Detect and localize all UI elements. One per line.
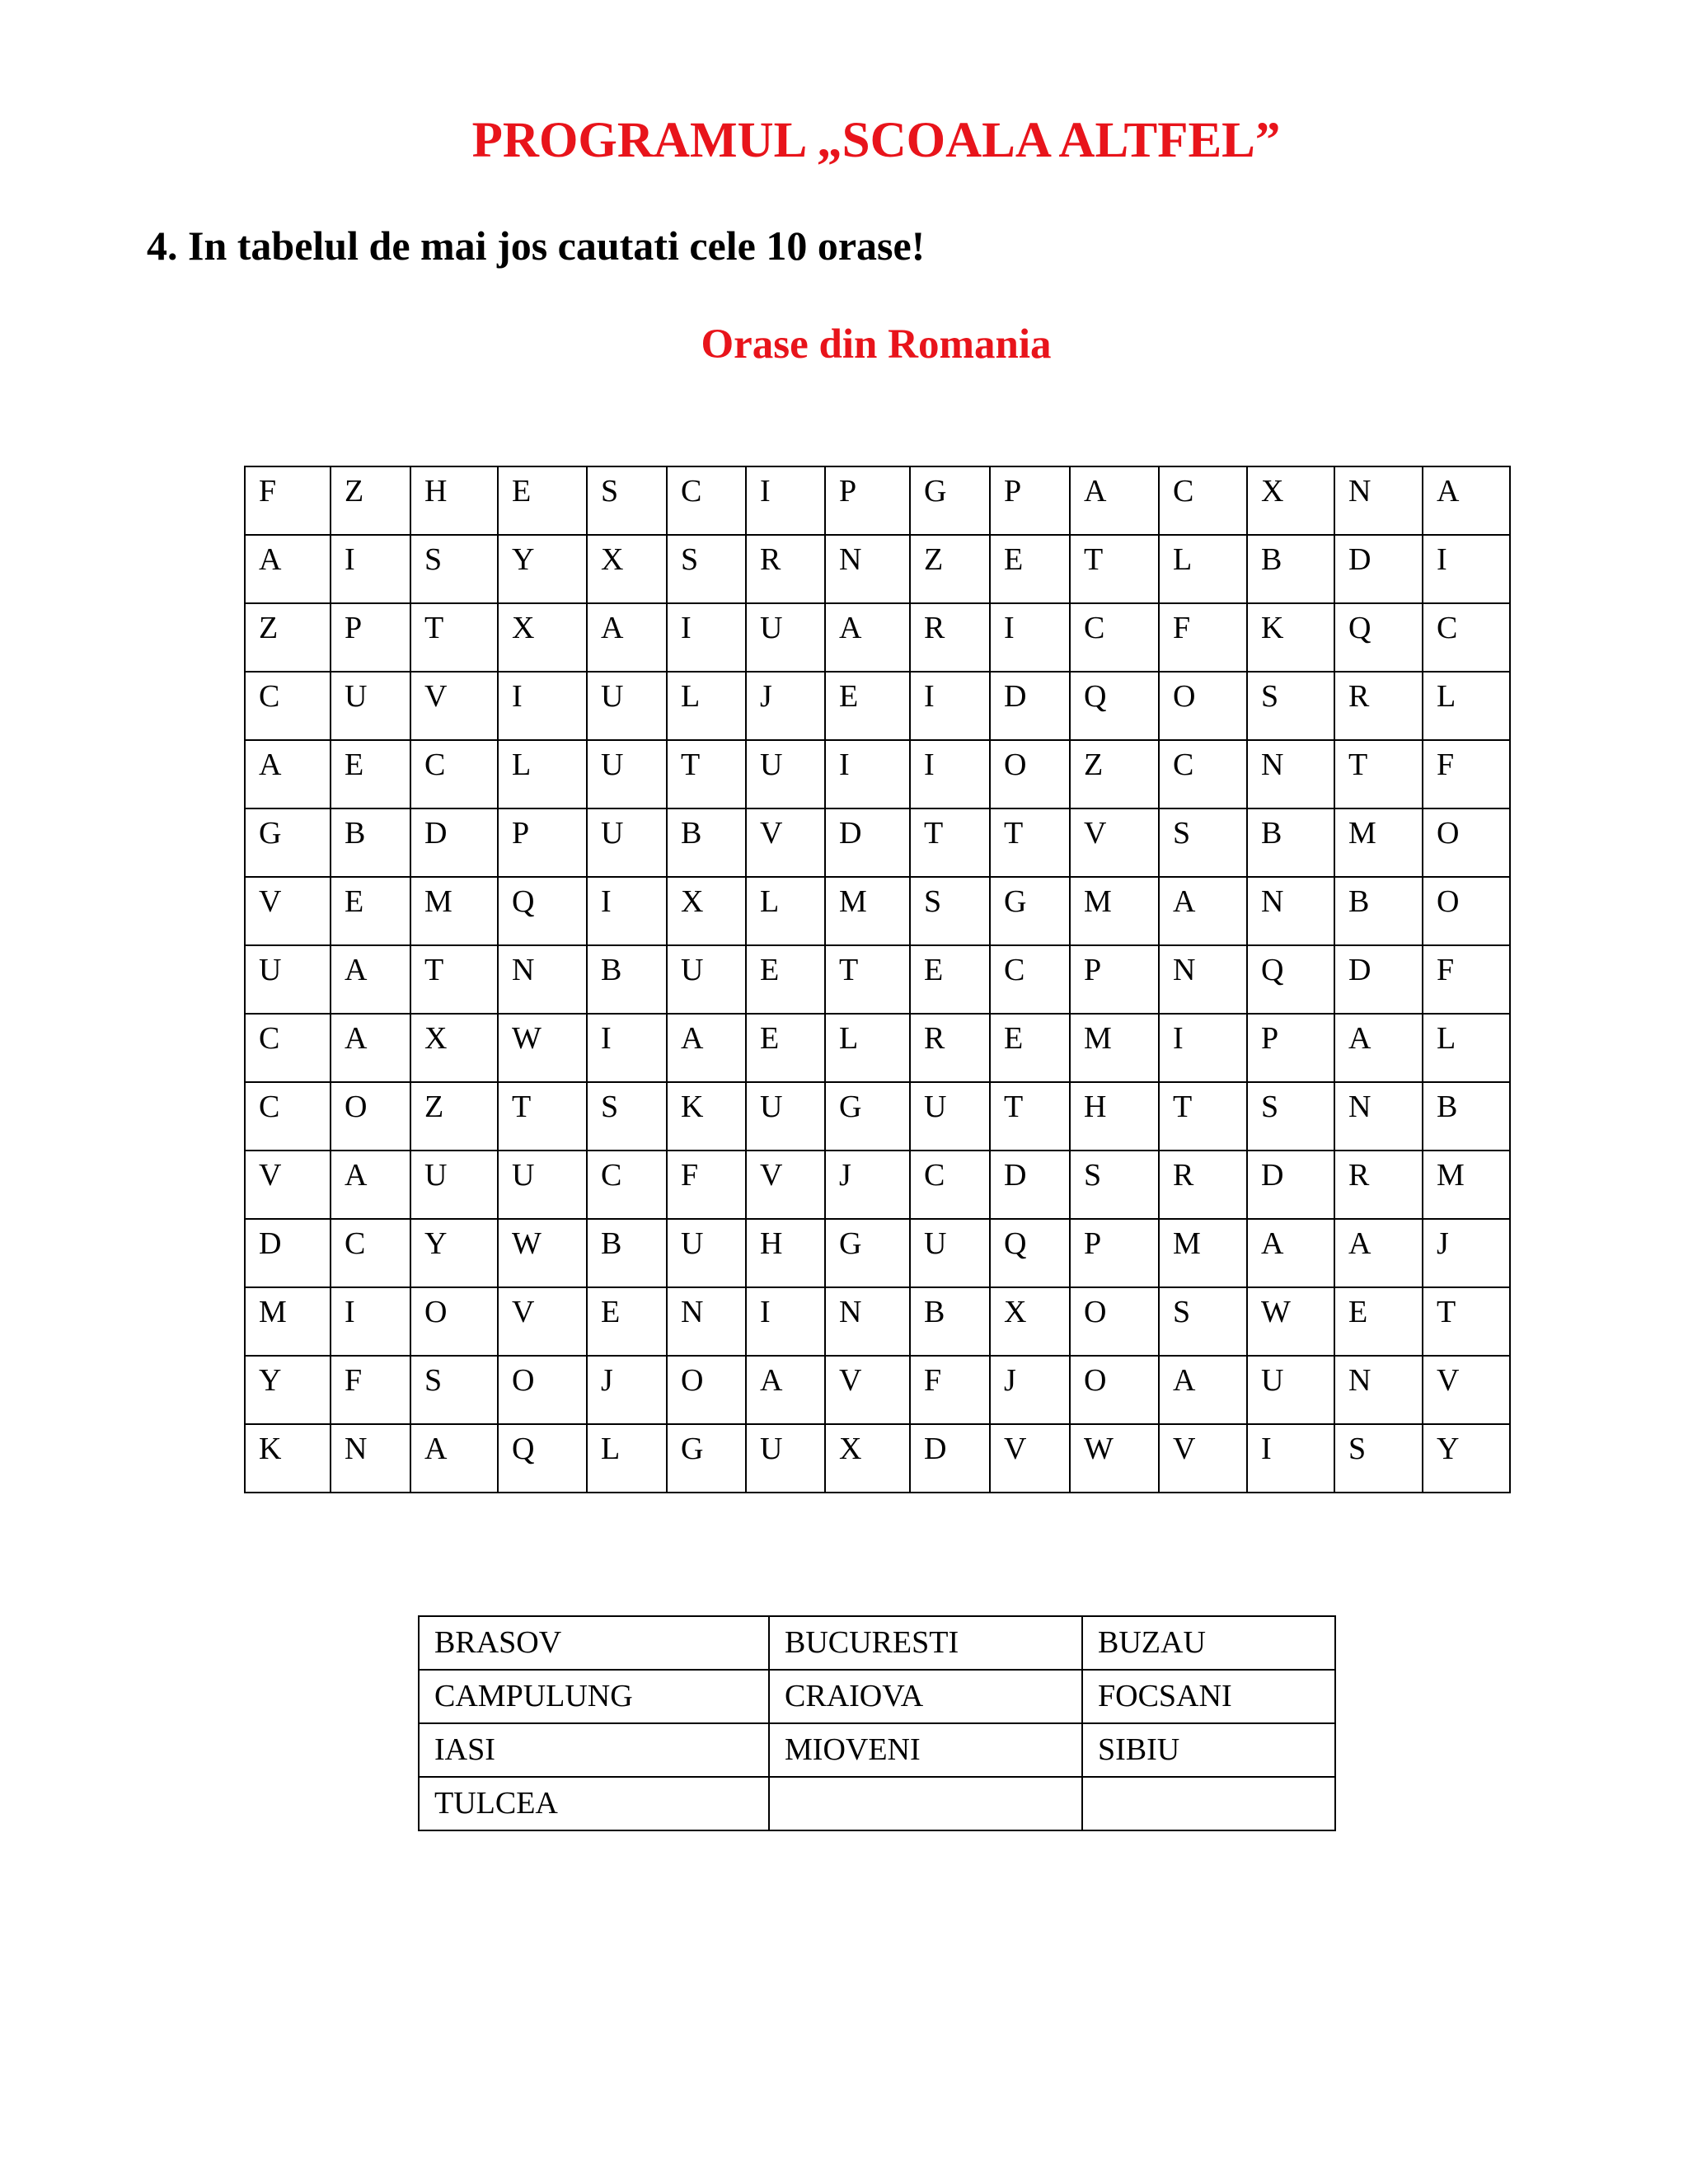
grid-cell: J: [1423, 1219, 1510, 1287]
grid-cell: C: [410, 740, 498, 808]
grid-cell: R: [910, 1014, 990, 1082]
grid-cell: T: [990, 808, 1070, 877]
grid-cell: V: [245, 1151, 331, 1219]
word-list-item: [1082, 1777, 1335, 1830]
grid-cell: Z: [910, 535, 990, 603]
grid-cell: D: [990, 1151, 1070, 1219]
grid-cell: X: [990, 1287, 1070, 1356]
grid-cell: B: [1334, 877, 1423, 945]
grid-cell: L: [587, 1424, 667, 1493]
word-list-item: MIOVENI: [769, 1723, 1082, 1777]
grid-cell: U: [667, 1219, 746, 1287]
grid-cell: Z: [410, 1082, 498, 1151]
grid-cell: L: [1159, 535, 1247, 603]
grid-cell: N: [825, 535, 910, 603]
word-list-item: TULCEA: [419, 1777, 769, 1830]
grid-cell: N: [498, 945, 587, 1014]
grid-cell: A: [331, 1014, 410, 1082]
grid-cell: M: [825, 877, 910, 945]
grid-cell: G: [825, 1219, 910, 1287]
grid-cell: O: [1070, 1287, 1159, 1356]
grid-row: [245, 1151, 1510, 1219]
grid-cell: I: [825, 740, 910, 808]
grid-cell: V: [825, 1356, 910, 1424]
grid-cell: Z: [331, 466, 410, 535]
grid-cell: M: [410, 877, 498, 945]
grid-cell: K: [1247, 603, 1334, 672]
grid-cell: E: [746, 1014, 825, 1082]
grid-cell: E: [331, 877, 410, 945]
grid-cell: T: [990, 1082, 1070, 1151]
word-search-grid: [244, 466, 1511, 1493]
grid-cell: C: [587, 1151, 667, 1219]
grid-cell: F: [331, 1356, 410, 1424]
grid-cell: I: [667, 603, 746, 672]
grid-cell: J: [746, 672, 825, 740]
grid-cell: A: [1159, 1356, 1247, 1424]
grid-cell: T: [1070, 535, 1159, 603]
grid-cell: M: [1423, 1151, 1510, 1219]
grid-cell: A: [410, 1424, 498, 1493]
grid-cell: C: [910, 1151, 990, 1219]
grid-cell: V: [245, 877, 331, 945]
grid-cell: E: [910, 945, 990, 1014]
grid-cell: N: [1334, 1082, 1423, 1151]
grid-cell: A: [746, 1356, 825, 1424]
grid-cell: W: [498, 1014, 587, 1082]
grid-cell: D: [410, 808, 498, 877]
grid-cell: Y: [498, 535, 587, 603]
grid-cell: V: [1423, 1356, 1510, 1424]
word-list-item: IASI: [419, 1723, 769, 1777]
word-list-row: [419, 1777, 1335, 1830]
grid-cell: T: [910, 808, 990, 877]
grid-cell: F: [1423, 945, 1510, 1014]
grid-cell: K: [667, 1082, 746, 1151]
grid-cell: X: [1247, 466, 1334, 535]
grid-cell: W: [498, 1219, 587, 1287]
word-list-item: [769, 1777, 1082, 1830]
grid-cell: R: [746, 535, 825, 603]
grid-cell: U: [587, 808, 667, 877]
grid-cell: I: [331, 1287, 410, 1356]
grid-cell: D: [1334, 945, 1423, 1014]
grid-row: [245, 1424, 1510, 1493]
grid-cell: I: [498, 672, 587, 740]
grid-row: [245, 535, 1510, 603]
grid-cell: I: [910, 672, 990, 740]
word-list-item: CAMPULUNG: [419, 1670, 769, 1723]
grid-cell: E: [587, 1287, 667, 1356]
grid-cell: A: [331, 945, 410, 1014]
grid-cell: V: [410, 672, 498, 740]
grid-cell: C: [331, 1219, 410, 1287]
grid-cell: R: [910, 603, 990, 672]
grid-cell: I: [746, 466, 825, 535]
grid-cell: S: [910, 877, 990, 945]
grid-cell: T: [667, 740, 746, 808]
grid-cell: S: [1159, 1287, 1247, 1356]
grid-cell: E: [1334, 1287, 1423, 1356]
grid-cell: M: [245, 1287, 331, 1356]
grid-cell: D: [990, 672, 1070, 740]
grid-cell: U: [746, 1082, 825, 1151]
grid-cell: O: [1423, 877, 1510, 945]
grid-cell: U: [910, 1082, 990, 1151]
grid-cell: D: [1247, 1151, 1334, 1219]
grid-cell: U: [410, 1151, 498, 1219]
grid-cell: L: [746, 877, 825, 945]
grid-row: [245, 945, 1510, 1014]
grid-cell: R: [1334, 1151, 1423, 1219]
grid-cell: W: [1070, 1424, 1159, 1493]
word-list-item: FOCSANI: [1082, 1670, 1335, 1723]
grid-cell: N: [667, 1287, 746, 1356]
grid-row: [245, 1219, 1510, 1287]
grid-cell: A: [245, 740, 331, 808]
grid-cell: J: [990, 1356, 1070, 1424]
grid-cell: T: [1334, 740, 1423, 808]
grid-cell: O: [1159, 672, 1247, 740]
grid-cell: C: [245, 1082, 331, 1151]
grid-cell: Q: [1247, 945, 1334, 1014]
grid-cell: Q: [1070, 672, 1159, 740]
grid-cell: U: [1247, 1356, 1334, 1424]
grid-row: [245, 808, 1510, 877]
grid-cell: O: [1423, 808, 1510, 877]
grid-cell: M: [1070, 1014, 1159, 1082]
grid-cell: L: [1423, 1014, 1510, 1082]
grid-row: [245, 672, 1510, 740]
word-list-item: BRASOV: [419, 1616, 769, 1670]
grid-cell: I: [910, 740, 990, 808]
grid-cell: H: [1070, 1082, 1159, 1151]
grid-cell: T: [825, 945, 910, 1014]
grid-cell: U: [331, 672, 410, 740]
grid-cell: S: [667, 535, 746, 603]
grid-cell: S: [410, 535, 498, 603]
page-title: PROGRAMUL „SCOALA ALTFEL”: [471, 113, 1281, 168]
grid-row: [245, 877, 1510, 945]
grid-cell: P: [498, 808, 587, 877]
grid-cell: U: [746, 1424, 825, 1493]
grid-cell: A: [1334, 1219, 1423, 1287]
grid-cell: N: [331, 1424, 410, 1493]
grid-cell: S: [1247, 1082, 1334, 1151]
grid-cell: X: [667, 877, 746, 945]
grid-cell: U: [587, 740, 667, 808]
grid-cell: B: [587, 1219, 667, 1287]
grid-cell: A: [1070, 466, 1159, 535]
word-list-table: [418, 1615, 1336, 1831]
grid-cell: R: [1159, 1151, 1247, 1219]
grid-cell: P: [331, 603, 410, 672]
grid-cell: D: [910, 1424, 990, 1493]
grid-cell: N: [825, 1287, 910, 1356]
word-list-row: [419, 1616, 1335, 1670]
grid-cell: F: [910, 1356, 990, 1424]
grid-cell: W: [1247, 1287, 1334, 1356]
grid-cell: B: [1423, 1082, 1510, 1151]
grid-cell: E: [746, 945, 825, 1014]
grid-cell: Y: [410, 1219, 498, 1287]
grid-cell: G: [910, 466, 990, 535]
grid-cell: V: [990, 1424, 1070, 1493]
grid-cell: A: [667, 1014, 746, 1082]
grid-cell: A: [587, 603, 667, 672]
grid-cell: J: [825, 1151, 910, 1219]
grid-cell: S: [410, 1356, 498, 1424]
grid-cell: I: [331, 535, 410, 603]
grid-row: [245, 1356, 1510, 1424]
grid-cell: O: [331, 1082, 410, 1151]
grid-cell: L: [498, 740, 587, 808]
grid-cell: G: [245, 808, 331, 877]
grid-cell: S: [1070, 1151, 1159, 1219]
grid-cell: N: [1247, 877, 1334, 945]
grid-cell: T: [498, 1082, 587, 1151]
grid-cell: N: [1247, 740, 1334, 808]
grid-cell: H: [410, 466, 498, 535]
grid-cell: R: [1334, 672, 1423, 740]
word-list-row: [419, 1670, 1335, 1723]
grid-cell: L: [825, 1014, 910, 1082]
grid-cell: O: [990, 740, 1070, 808]
grid-cell: C: [245, 672, 331, 740]
grid-cell: S: [587, 466, 667, 535]
grid-cell: V: [498, 1287, 587, 1356]
grid-cell: S: [1334, 1424, 1423, 1493]
grid-cell: A: [245, 535, 331, 603]
grid-cell: T: [410, 945, 498, 1014]
grid-cell: T: [410, 603, 498, 672]
grid-cell: Q: [990, 1219, 1070, 1287]
grid-cell: B: [587, 945, 667, 1014]
grid-cell: L: [667, 672, 746, 740]
grid-cell: P: [1070, 1219, 1159, 1287]
grid-cell: Q: [498, 1424, 587, 1493]
grid-cell: C: [1159, 466, 1247, 535]
word-list-item: SIBIU: [1082, 1723, 1335, 1777]
grid-cell: U: [910, 1219, 990, 1287]
grid-cell: B: [1247, 808, 1334, 877]
grid-cell: C: [1159, 740, 1247, 808]
grid-cell: Y: [245, 1356, 331, 1424]
grid-row: [245, 1287, 1510, 1356]
grid-cell: A: [1159, 877, 1247, 945]
grid-cell: E: [990, 1014, 1070, 1082]
grid-cell: I: [587, 1014, 667, 1082]
grid-cell: J: [587, 1356, 667, 1424]
grid-cell: D: [825, 808, 910, 877]
grid-cell: V: [746, 1151, 825, 1219]
grid-cell: P: [990, 466, 1070, 535]
grid-cell: L: [1423, 672, 1510, 740]
grid-row: [245, 1082, 1510, 1151]
grid-cell: S: [587, 1082, 667, 1151]
grid-cell: G: [825, 1082, 910, 1151]
grid-cell: U: [746, 603, 825, 672]
grid-cell: Z: [1070, 740, 1159, 808]
grid-cell: F: [667, 1151, 746, 1219]
grid-cell: M: [1159, 1219, 1247, 1287]
grid-cell: E: [825, 672, 910, 740]
task-instruction: 4. In tabelul de mai jos cautati cele 10 orase!: [147, 223, 926, 269]
grid-cell: T: [1423, 1287, 1510, 1356]
grid-cell: V: [1159, 1424, 1247, 1493]
grid-cell: D: [245, 1219, 331, 1287]
grid-cell: T: [1159, 1082, 1247, 1151]
grid-cell: O: [498, 1356, 587, 1424]
grid-cell: D: [1334, 535, 1423, 603]
grid-cell: V: [746, 808, 825, 877]
grid-cell: Y: [1423, 1424, 1510, 1493]
grid-cell: I: [990, 603, 1070, 672]
grid-row: [245, 740, 1510, 808]
grid-cell: I: [1159, 1014, 1247, 1082]
grid-cell: U: [746, 740, 825, 808]
grid-cell: S: [1247, 672, 1334, 740]
grid-cell: B: [910, 1287, 990, 1356]
grid-cell: B: [667, 808, 746, 877]
grid-row: [245, 1014, 1510, 1082]
grid-cell: X: [587, 535, 667, 603]
grid-cell: U: [587, 672, 667, 740]
grid-cell: F: [245, 466, 331, 535]
grid-cell: N: [1334, 466, 1423, 535]
grid-cell: S: [1159, 808, 1247, 877]
grid-row: [245, 466, 1510, 535]
grid-cell: O: [667, 1356, 746, 1424]
grid-cell: I: [1247, 1424, 1334, 1493]
grid-cell: I: [1423, 535, 1510, 603]
grid-cell: O: [1070, 1356, 1159, 1424]
grid-cell: A: [1423, 466, 1510, 535]
grid-cell: O: [410, 1287, 498, 1356]
grid-cell: H: [746, 1219, 825, 1287]
grid-cell: X: [825, 1424, 910, 1493]
grid-cell: C: [990, 945, 1070, 1014]
grid-cell: C: [1070, 603, 1159, 672]
grid-cell: C: [667, 466, 746, 535]
grid-cell: V: [1070, 808, 1159, 877]
grid-cell: Z: [245, 603, 331, 672]
grid-row: [245, 603, 1510, 672]
grid-cell: F: [1423, 740, 1510, 808]
grid-cell: C: [1423, 603, 1510, 672]
grid-cell: P: [1247, 1014, 1334, 1082]
grid-cell: U: [667, 945, 746, 1014]
grid-cell: C: [245, 1014, 331, 1082]
grid-cell: X: [498, 603, 587, 672]
grid-cell: U: [245, 945, 331, 1014]
word-list-item: BUZAU: [1082, 1616, 1335, 1670]
grid-cell: E: [498, 466, 587, 535]
grid-cell: P: [825, 466, 910, 535]
grid-cell: E: [990, 535, 1070, 603]
grid-cell: I: [746, 1287, 825, 1356]
grid-cell: B: [1247, 535, 1334, 603]
grid-cell: N: [1334, 1356, 1423, 1424]
grid-cell: N: [1159, 945, 1247, 1014]
grid-cell: M: [1334, 808, 1423, 877]
grid-cell: A: [1247, 1219, 1334, 1287]
word-list-item: CRAIOVA: [769, 1670, 1082, 1723]
grid-cell: G: [990, 877, 1070, 945]
puzzle-subtitle: Orase din Romania: [701, 321, 1052, 368]
grid-cell: A: [331, 1151, 410, 1219]
grid-cell: B: [331, 808, 410, 877]
grid-cell: A: [825, 603, 910, 672]
grid-cell: G: [667, 1424, 746, 1493]
grid-cell: Q: [498, 877, 587, 945]
grid-cell: E: [331, 740, 410, 808]
word-list-row: [419, 1723, 1335, 1777]
grid-cell: A: [1334, 1014, 1423, 1082]
grid-cell: Q: [1334, 603, 1423, 672]
grid-cell: U: [498, 1151, 587, 1219]
word-list-item: BUCURESTI: [769, 1616, 1082, 1670]
grid-cell: P: [1070, 945, 1159, 1014]
grid-cell: M: [1070, 877, 1159, 945]
grid-cell: K: [245, 1424, 331, 1493]
grid-cell: X: [410, 1014, 498, 1082]
grid-cell: I: [587, 877, 667, 945]
grid-cell: F: [1159, 603, 1247, 672]
